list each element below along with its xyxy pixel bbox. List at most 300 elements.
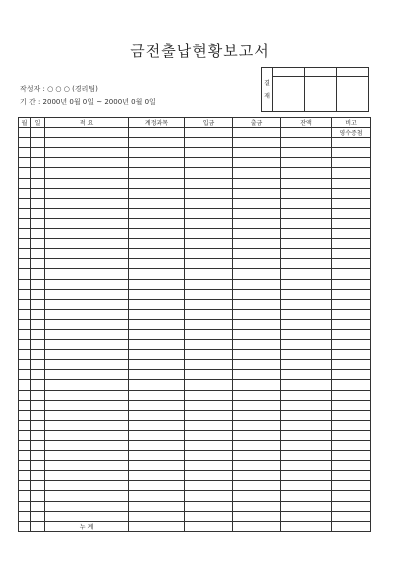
cell-deposit[interactable]	[185, 350, 233, 360]
cell-remarks[interactable]	[332, 441, 371, 451]
cell-day[interactable]	[31, 208, 45, 218]
cell-month[interactable]	[19, 239, 31, 249]
cell-deposit[interactable]	[185, 178, 233, 188]
cell-balance[interactable]	[281, 138, 332, 148]
cell-month[interactable]	[19, 380, 31, 390]
cell-withdrawal[interactable]	[233, 430, 281, 440]
cell-withdrawal[interactable]	[233, 461, 281, 471]
cell-description[interactable]	[45, 229, 129, 239]
cell-withdrawal[interactable]	[233, 249, 281, 259]
cell-day[interactable]	[31, 451, 45, 461]
cell-remarks[interactable]	[332, 501, 371, 511]
cell-balance[interactable]	[281, 441, 332, 451]
cell-account[interactable]	[129, 259, 185, 269]
cell-account[interactable]	[129, 309, 185, 319]
cell-description[interactable]	[45, 420, 129, 430]
cell-balance[interactable]	[281, 329, 332, 339]
cell-remarks[interactable]	[332, 471, 371, 481]
cell-withdrawal[interactable]	[233, 319, 281, 329]
cell-month[interactable]	[19, 329, 31, 339]
cell-remarks[interactable]	[332, 340, 371, 350]
cell-remarks[interactable]	[332, 249, 371, 259]
cell-account[interactable]	[129, 138, 185, 148]
cell-deposit[interactable]	[185, 420, 233, 430]
cell-deposit[interactable]	[185, 430, 233, 440]
cell-account[interactable]	[129, 218, 185, 228]
cell-day[interactable]	[31, 239, 45, 249]
cell-balance[interactable]	[281, 481, 332, 491]
cell-month[interactable]	[19, 420, 31, 430]
cell-day[interactable]	[31, 410, 45, 420]
cell-month[interactable]	[19, 410, 31, 420]
cell-remarks[interactable]	[332, 400, 371, 410]
cell-account[interactable]	[129, 239, 185, 249]
cell-day[interactable]	[31, 289, 45, 299]
cell-deposit[interactable]	[185, 340, 233, 350]
cell-balance[interactable]	[281, 158, 332, 168]
cell-account[interactable]	[129, 198, 185, 208]
approval-title-cell[interactable]	[273, 68, 305, 77]
cell-day[interactable]	[31, 370, 45, 380]
cell-month[interactable]	[19, 451, 31, 461]
cell-account[interactable]	[129, 400, 185, 410]
cell-account[interactable]	[129, 158, 185, 168]
cell-deposit[interactable]	[185, 289, 233, 299]
cell-deposit[interactable]	[185, 239, 233, 249]
cell-description[interactable]	[45, 511, 129, 521]
cell-withdrawal[interactable]	[233, 360, 281, 370]
cell-balance[interactable]	[281, 430, 332, 440]
cell-description[interactable]	[45, 198, 129, 208]
cell-day[interactable]	[31, 229, 45, 239]
cell-account[interactable]	[129, 471, 185, 481]
cell-description[interactable]	[45, 178, 129, 188]
cell-day[interactable]	[31, 249, 45, 259]
cell-deposit[interactable]	[185, 158, 233, 168]
cell-month[interactable]	[19, 269, 31, 279]
cell-remarks[interactable]	[332, 148, 371, 158]
cell-account[interactable]	[129, 269, 185, 279]
cell-description[interactable]	[45, 481, 129, 491]
cell-description[interactable]	[45, 168, 129, 178]
cell-withdrawal[interactable]	[233, 329, 281, 339]
cell-withdrawal[interactable]	[233, 148, 281, 158]
cell-withdrawal[interactable]	[233, 128, 281, 138]
cell-deposit[interactable]	[185, 138, 233, 148]
cell-month[interactable]	[19, 461, 31, 471]
cell-month[interactable]	[19, 218, 31, 228]
cell-day[interactable]	[31, 138, 45, 148]
cell-day[interactable]	[31, 360, 45, 370]
cell-deposit[interactable]	[185, 461, 233, 471]
cell-deposit[interactable]	[185, 451, 233, 461]
cell-balance[interactable]	[281, 420, 332, 430]
cell-month[interactable]	[19, 521, 31, 531]
cell-deposit[interactable]	[185, 218, 233, 228]
cell-balance[interactable]	[281, 471, 332, 481]
cell-day[interactable]	[31, 188, 45, 198]
cell-withdrawal[interactable]	[233, 208, 281, 218]
cell-deposit[interactable]	[185, 128, 233, 138]
cell-remarks[interactable]	[332, 370, 371, 380]
cell-description[interactable]	[45, 128, 129, 138]
cell-deposit[interactable]	[185, 279, 233, 289]
cell-withdrawal[interactable]	[233, 471, 281, 481]
cell-withdrawal[interactable]	[233, 188, 281, 198]
cell-remarks[interactable]	[332, 168, 371, 178]
cell-month[interactable]	[19, 138, 31, 148]
cell-balance[interactable]	[281, 350, 332, 360]
cell-balance[interactable]	[281, 360, 332, 370]
cell-month[interactable]	[19, 168, 31, 178]
cell-balance[interactable]	[281, 461, 332, 471]
cell-description[interactable]	[45, 441, 129, 451]
cell-month[interactable]	[19, 208, 31, 218]
cell-deposit[interactable]	[185, 380, 233, 390]
cell-month[interactable]	[19, 390, 31, 400]
cell-day[interactable]	[31, 340, 45, 350]
cell-day[interactable]	[31, 471, 45, 481]
cell-day[interactable]	[31, 390, 45, 400]
cell-remarks[interactable]	[332, 319, 371, 329]
cell-month[interactable]	[19, 279, 31, 289]
cell-description[interactable]	[45, 239, 129, 249]
cell-deposit[interactable]	[185, 299, 233, 309]
cell-description[interactable]	[45, 400, 129, 410]
cell-day[interactable]	[31, 299, 45, 309]
cell-deposit[interactable]	[185, 168, 233, 178]
cell-remarks[interactable]	[332, 420, 371, 430]
cell-account[interactable]	[129, 229, 185, 239]
cell-account[interactable]	[129, 491, 185, 501]
cell-month[interactable]	[19, 178, 31, 188]
cell-deposit[interactable]	[185, 390, 233, 400]
cell-balance[interactable]	[281, 491, 332, 501]
cell-month[interactable]	[19, 400, 31, 410]
cell-month[interactable]	[19, 350, 31, 360]
cell-withdrawal[interactable]	[233, 229, 281, 239]
cell-day[interactable]	[31, 158, 45, 168]
cell-balance[interactable]	[281, 218, 332, 228]
cell-remarks[interactable]	[332, 178, 371, 188]
cell-withdrawal[interactable]	[233, 168, 281, 178]
cell-balance[interactable]	[281, 521, 332, 531]
cell-remarks[interactable]	[332, 481, 371, 491]
cell-account[interactable]	[129, 451, 185, 461]
cell-deposit[interactable]	[185, 471, 233, 481]
cell-account[interactable]	[129, 319, 185, 329]
cell-balance[interactable]	[281, 410, 332, 420]
cell-account[interactable]	[129, 501, 185, 511]
cell-day[interactable]	[31, 269, 45, 279]
cell-month[interactable]	[19, 289, 31, 299]
cell-deposit[interactable]	[185, 400, 233, 410]
cell-month[interactable]	[19, 491, 31, 501]
cell-day[interactable]	[31, 481, 45, 491]
cell-deposit[interactable]	[185, 269, 233, 279]
cell-withdrawal[interactable]	[233, 309, 281, 319]
cell-withdrawal[interactable]	[233, 521, 281, 531]
cell-day[interactable]	[31, 501, 45, 511]
cell-day[interactable]	[31, 309, 45, 319]
cell-month[interactable]	[19, 370, 31, 380]
cell-withdrawal[interactable]	[233, 441, 281, 451]
cell-withdrawal[interactable]	[233, 289, 281, 299]
cell-day[interactable]	[31, 441, 45, 451]
cell-day[interactable]	[31, 521, 45, 531]
cell-day[interactable]	[31, 350, 45, 360]
cell-account[interactable]	[129, 521, 185, 531]
cell-remarks[interactable]	[332, 461, 371, 471]
cell-balance[interactable]	[281, 259, 332, 269]
cell-month[interactable]	[19, 360, 31, 370]
cell-withdrawal[interactable]	[233, 259, 281, 269]
cell-deposit[interactable]	[185, 329, 233, 339]
cell-account[interactable]	[129, 128, 185, 138]
cell-remarks[interactable]	[332, 198, 371, 208]
cell-withdrawal[interactable]	[233, 481, 281, 491]
cell-day[interactable]	[31, 168, 45, 178]
cell-remarks[interactable]	[332, 521, 371, 531]
cell-day[interactable]	[31, 461, 45, 471]
cell-account[interactable]	[129, 461, 185, 471]
cell-month[interactable]	[19, 148, 31, 158]
cell-balance[interactable]	[281, 289, 332, 299]
cell-remarks[interactable]	[332, 329, 371, 339]
cell-balance[interactable]	[281, 239, 332, 249]
cell-deposit[interactable]	[185, 441, 233, 451]
cell-remarks[interactable]	[332, 269, 371, 279]
cell-remarks[interactable]	[332, 350, 371, 360]
cell-balance[interactable]	[281, 279, 332, 289]
cell-balance[interactable]	[281, 340, 332, 350]
cell-remarks[interactable]	[332, 259, 371, 269]
cell-remarks[interactable]	[332, 309, 371, 319]
cell-description[interactable]	[45, 208, 129, 218]
cell-remarks[interactable]	[332, 410, 371, 420]
cell-description[interactable]	[45, 158, 129, 168]
cell-withdrawal[interactable]	[233, 239, 281, 249]
cell-description[interactable]	[45, 491, 129, 501]
cell-account[interactable]	[129, 289, 185, 299]
cell-account[interactable]	[129, 410, 185, 420]
cell-remarks[interactable]	[332, 289, 371, 299]
cell-month[interactable]	[19, 501, 31, 511]
cell-description[interactable]	[45, 138, 129, 148]
cell-month[interactable]	[19, 340, 31, 350]
cell-description[interactable]	[45, 340, 129, 350]
cell-remarks[interactable]	[332, 188, 371, 198]
cell-withdrawal[interactable]	[233, 370, 281, 380]
cell-remarks[interactable]	[332, 511, 371, 521]
cell-withdrawal[interactable]	[233, 178, 281, 188]
approval-sign-cell[interactable]	[305, 77, 337, 112]
cell-balance[interactable]	[281, 511, 332, 521]
cell-day[interactable]	[31, 420, 45, 430]
cell-deposit[interactable]	[185, 521, 233, 531]
cell-account[interactable]	[129, 168, 185, 178]
cell-month[interactable]	[19, 188, 31, 198]
cell-month[interactable]	[19, 471, 31, 481]
cell-month[interactable]	[19, 198, 31, 208]
cell-remarks[interactable]	[332, 208, 371, 218]
cell-deposit[interactable]	[185, 360, 233, 370]
cell-day[interactable]	[31, 430, 45, 440]
cell-month[interactable]	[19, 259, 31, 269]
approval-sign-cell[interactable]	[273, 77, 305, 112]
cell-remarks[interactable]	[332, 299, 371, 309]
cell-account[interactable]	[129, 279, 185, 289]
cell-description[interactable]	[45, 148, 129, 158]
cell-month[interactable]	[19, 319, 31, 329]
cell-balance[interactable]	[281, 178, 332, 188]
cell-description[interactable]	[45, 451, 129, 461]
cell-account[interactable]	[129, 208, 185, 218]
cell-deposit[interactable]	[185, 319, 233, 329]
cell-remarks[interactable]	[332, 138, 371, 148]
cell-deposit[interactable]	[185, 410, 233, 420]
cell-account[interactable]	[129, 370, 185, 380]
cell-description[interactable]	[45, 188, 129, 198]
approval-sign-cell[interactable]	[337, 77, 369, 112]
cell-day[interactable]	[31, 198, 45, 208]
cell-description[interactable]	[45, 249, 129, 259]
cell-balance[interactable]	[281, 148, 332, 158]
cell-balance[interactable]	[281, 229, 332, 239]
cell-day[interactable]	[31, 259, 45, 269]
cell-month[interactable]	[19, 299, 31, 309]
cell-description[interactable]	[45, 350, 129, 360]
cell-balance[interactable]	[281, 370, 332, 380]
cell-month[interactable]	[19, 441, 31, 451]
cell-balance[interactable]	[281, 198, 332, 208]
cell-remarks[interactable]	[332, 390, 371, 400]
cell-withdrawal[interactable]	[233, 390, 281, 400]
cell-balance[interactable]	[281, 269, 332, 279]
cell-month[interactable]	[19, 430, 31, 440]
cell-deposit[interactable]	[185, 188, 233, 198]
cell-description[interactable]	[45, 218, 129, 228]
cell-day[interactable]	[31, 491, 45, 501]
cell-withdrawal[interactable]	[233, 198, 281, 208]
cell-remarks[interactable]	[332, 158, 371, 168]
cell-description[interactable]	[45, 430, 129, 440]
cell-account[interactable]	[129, 148, 185, 158]
cell-description[interactable]	[45, 370, 129, 380]
cell-deposit[interactable]	[185, 148, 233, 158]
cell-description[interactable]	[45, 319, 129, 329]
cell-remarks[interactable]	[332, 279, 371, 289]
cell-deposit[interactable]	[185, 501, 233, 511]
cell-description[interactable]	[45, 259, 129, 269]
cell-day[interactable]	[31, 400, 45, 410]
cell-account[interactable]	[129, 360, 185, 370]
cell-balance[interactable]	[281, 380, 332, 390]
cell-description[interactable]	[45, 501, 129, 511]
cell-month[interactable]	[19, 511, 31, 521]
cell-balance[interactable]	[281, 188, 332, 198]
cell-withdrawal[interactable]	[233, 158, 281, 168]
cell-description[interactable]	[45, 390, 129, 400]
cell-balance[interactable]	[281, 309, 332, 319]
cell-description[interactable]	[45, 380, 129, 390]
cell-description[interactable]	[45, 289, 129, 299]
cell-day[interactable]	[31, 279, 45, 289]
cell-remarks[interactable]	[332, 380, 371, 390]
cell-account[interactable]	[129, 178, 185, 188]
cell-account[interactable]	[129, 340, 185, 350]
cell-withdrawal[interactable]	[233, 451, 281, 461]
cell-day[interactable]	[31, 128, 45, 138]
cell-withdrawal[interactable]	[233, 340, 281, 350]
cell-remarks[interactable]	[332, 360, 371, 370]
cell-deposit[interactable]	[185, 198, 233, 208]
cell-withdrawal[interactable]	[233, 269, 281, 279]
cell-account[interactable]	[129, 249, 185, 259]
cell-account[interactable]	[129, 430, 185, 440]
cell-balance[interactable]	[281, 501, 332, 511]
cell-account[interactable]	[129, 511, 185, 521]
cell-withdrawal[interactable]	[233, 218, 281, 228]
cell-day[interactable]	[31, 380, 45, 390]
cell-withdrawal[interactable]	[233, 350, 281, 360]
cell-account[interactable]	[129, 188, 185, 198]
cell-balance[interactable]	[281, 299, 332, 309]
cell-deposit[interactable]	[185, 511, 233, 521]
cell-withdrawal[interactable]	[233, 410, 281, 420]
approval-title-cell[interactable]	[305, 68, 337, 77]
cell-balance[interactable]	[281, 168, 332, 178]
cell-withdrawal[interactable]	[233, 380, 281, 390]
cell-withdrawal[interactable]	[233, 491, 281, 501]
cell-month[interactable]	[19, 249, 31, 259]
cell-withdrawal[interactable]	[233, 279, 281, 289]
cell-withdrawal[interactable]	[233, 511, 281, 521]
cell-remarks[interactable]	[332, 451, 371, 461]
cell-description[interactable]	[45, 461, 129, 471]
cell-month[interactable]	[19, 158, 31, 168]
cell-account[interactable]	[129, 390, 185, 400]
cell-balance[interactable]	[281, 319, 332, 329]
cell-description[interactable]	[45, 360, 129, 370]
cell-deposit[interactable]	[185, 481, 233, 491]
cell-withdrawal[interactable]	[233, 400, 281, 410]
cell-account[interactable]	[129, 350, 185, 360]
cell-account[interactable]	[129, 481, 185, 491]
cell-description[interactable]	[45, 299, 129, 309]
cell-remarks[interactable]	[332, 229, 371, 239]
cell-account[interactable]	[129, 299, 185, 309]
cell-description[interactable]	[45, 329, 129, 339]
cell-deposit[interactable]	[185, 208, 233, 218]
cell-withdrawal[interactable]	[233, 138, 281, 148]
cell-remarks[interactable]	[332, 239, 371, 249]
cell-day[interactable]	[31, 218, 45, 228]
cell-balance[interactable]	[281, 208, 332, 218]
cell-month[interactable]	[19, 309, 31, 319]
cell-day[interactable]	[31, 319, 45, 329]
cell-balance[interactable]	[281, 128, 332, 138]
cell-day[interactable]	[31, 329, 45, 339]
cell-description[interactable]	[45, 309, 129, 319]
cell-day[interactable]	[31, 178, 45, 188]
cell-deposit[interactable]	[185, 309, 233, 319]
cell-account[interactable]	[129, 420, 185, 430]
cell-balance[interactable]	[281, 249, 332, 259]
cell-remarks[interactable]: 영수증첨	[332, 128, 371, 138]
cell-month[interactable]	[19, 229, 31, 239]
cell-withdrawal[interactable]	[233, 299, 281, 309]
